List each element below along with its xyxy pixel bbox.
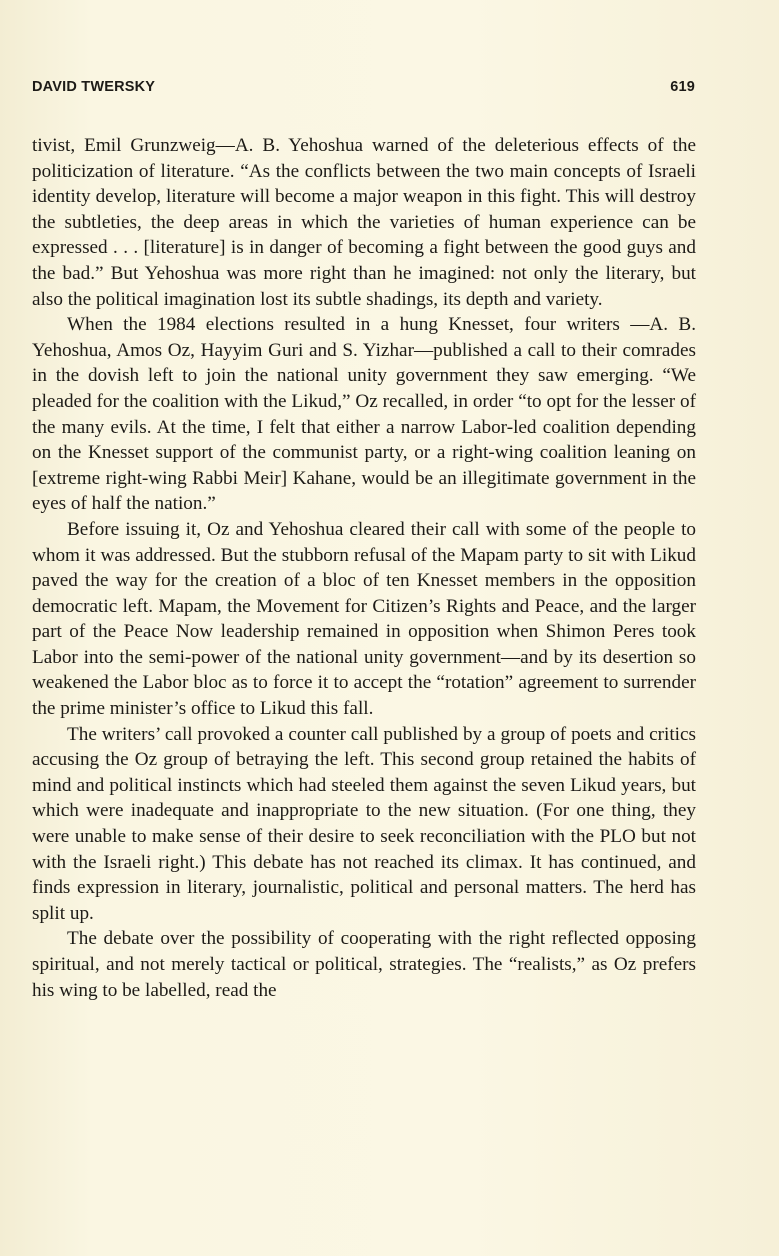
running-head bbox=[32, 79, 695, 99]
paragraph: tivist, Emil Grunzweig—A. B. Yehoshua warned of the deleterious effects of the politicization of literature. “As the conflicts between the two main concepts of Israeli identity develop, literature will become a major weapon in this fight. This will destroy the subtleties, the deep areas in which the varieties of human experience can be expressed . . . [literature] is in danger of becoming a fight between the good guys and the bad.” But Yehoshua was more right than he imagined: not only the literary, but also the political imagination lost its subtle shadings, its depth and variety. bbox=[32, 135, 696, 310]
page-number: 619 bbox=[670, 79, 695, 95]
paragraph: Before issuing it, Oz and Yehoshua cleared their call with some of the people to whom it was addressed. But the stubborn refusal of the Mapam party to sit with Likud paved the way for the creation of a bloc of ten Knesset members in the opposition democratic left. Mapam, the Movement for Citizen’s Rights and Peace, and the larger part of the Peace Now leadership remained in opposition when Shimon Peres took Labor into the semi-power of the national unity government—and by its desertion so weakened the Labor bloc as to force it to accept the “rotation” agreement to surrender the prime minister’s office to Likud this fall. bbox=[32, 518, 696, 720]
paragraph: The debate over the possibility of cooperating with the right reflected opposing spiritual, and not merely tactical or political, strategies. The “realists,” as Oz prefers his wing to be labelled, read the bbox=[32, 928, 696, 1001]
body-text bbox=[32, 133, 696, 1003]
paragraph: When the 1984 elections resulted in a hung Knesset, four writers —A. B. Yehoshua, Amos Oz, Hayyim Guri and S. Yizhar—published a call to their comrades in the dovish left to join the national unity government they saw emerging. “We pleaded for the coalition with the Likud,” Oz recalled, in order “to opt for the lesser of the many evils. At the time, I felt that either a narrow Labor-led coalition depending on the Knesset support of the communist party, or a right-wing coalition leaning on [extreme right-wing Rabbi Meir] Kahane, would be an illegitimate government in the eyes of half the nation.” bbox=[32, 314, 696, 515]
paragraph: The writers’ call provoked a counter call published by a group of poets and critics accusing the Oz group of betraying the left. This second group retained the habits of mind and political instincts which had steeled them against the seven Likud years, but which were inadequate and inappropriate to the new situation. (For one thing, they were unable to make sense of their desire to seek reconciliation with the PLO but not with the Israeli right.) This debate has not reached its climax. It has continued, and finds expression in literary, journalistic, political and personal matters. The herd has split up. bbox=[32, 723, 696, 924]
running-head-author: DAVID TWERSKY bbox=[32, 79, 156, 95]
